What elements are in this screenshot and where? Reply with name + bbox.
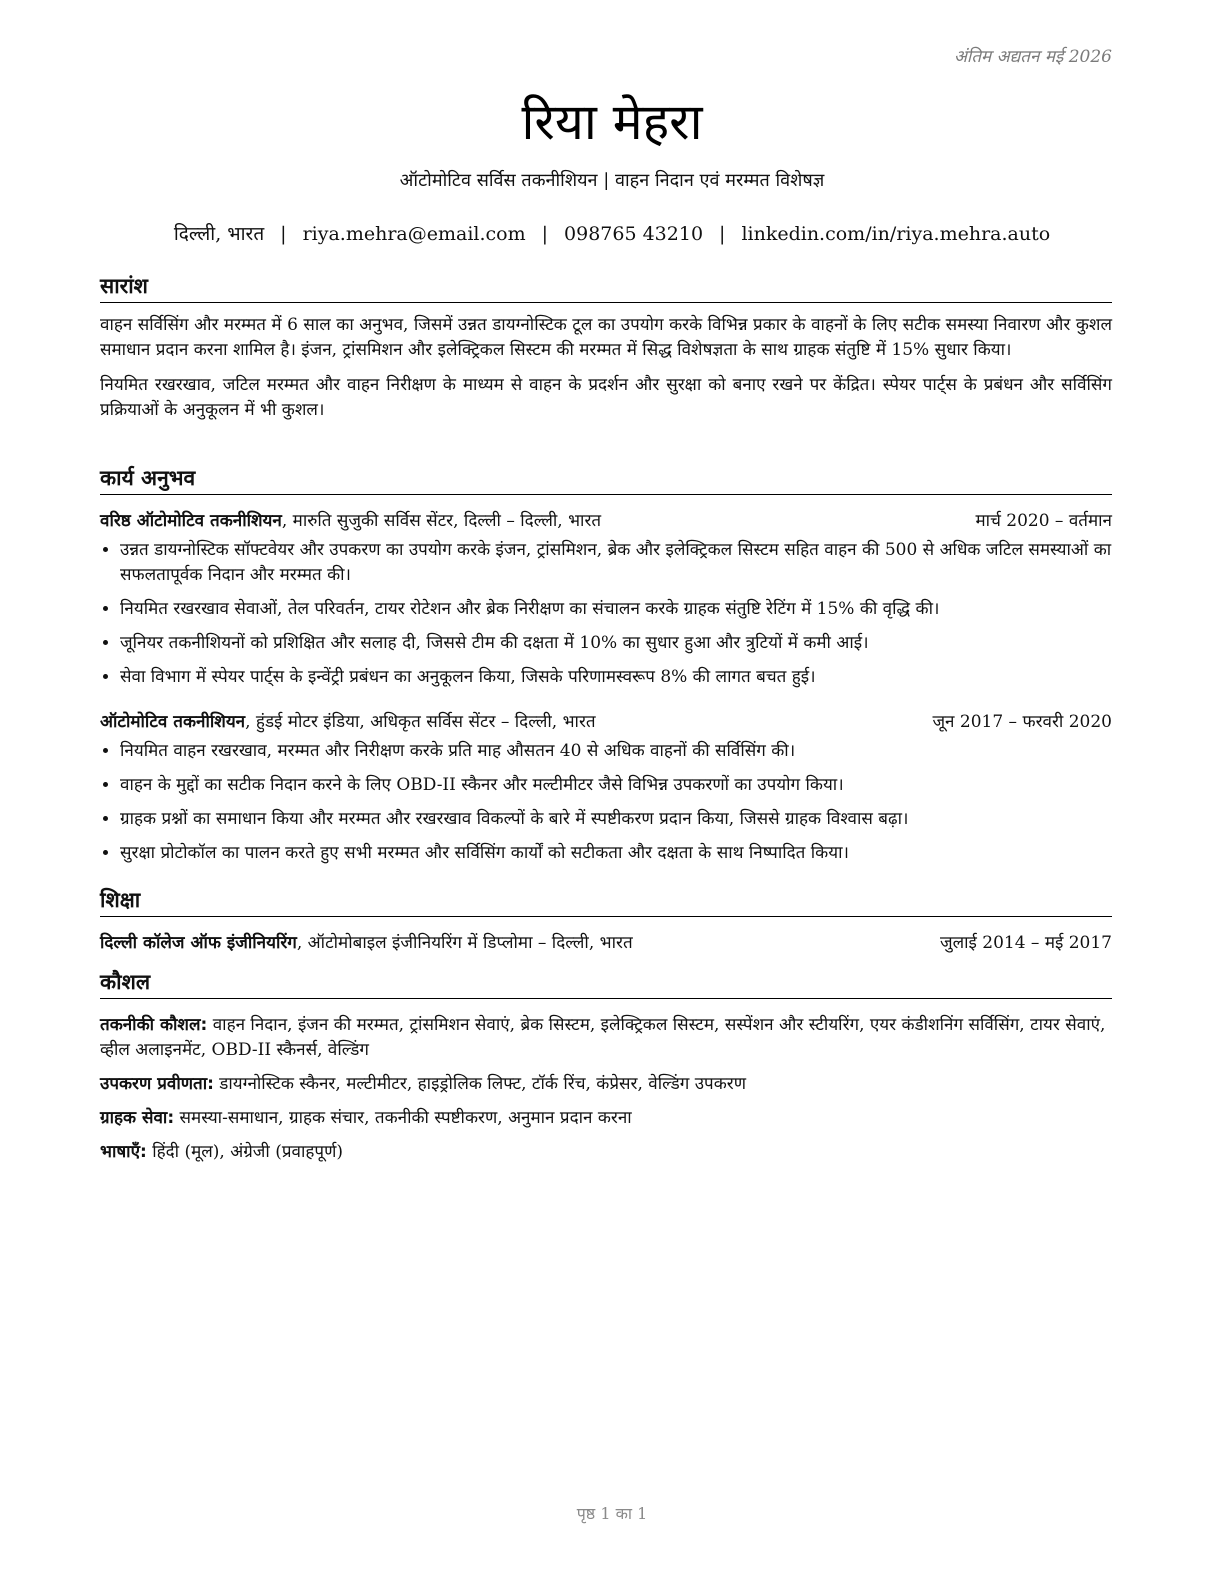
job-header bbox=[100, 710, 1112, 735]
candidate-name: रिया मेहरा bbox=[521, 93, 703, 151]
contact-separator: | bbox=[541, 223, 549, 245]
skill-label: भाषाएँ: bbox=[100, 1142, 147, 1162]
contact-phone: 098765 43210 bbox=[564, 223, 704, 245]
education-dates: जुलाई 2014 – मई 2017 bbox=[939, 933, 1112, 953]
skill-label: ग्राहक सेवा: bbox=[100, 1108, 175, 1128]
skill-line bbox=[100, 1106, 1112, 1131]
skill-line bbox=[100, 1072, 1112, 1097]
section-title-skills: कौशल bbox=[100, 968, 1112, 999]
experience-section bbox=[100, 464, 1112, 875]
contact-location: दिल्ली, भारत bbox=[173, 223, 265, 245]
job-bullets bbox=[100, 538, 1112, 690]
job-entry bbox=[100, 509, 1112, 690]
contact-email[interactable]: riya.mehra@email.com bbox=[302, 223, 526, 245]
job-org: , मारुति सुजुकी सर्विस सेंटर, दिल्ली – दिल्ली, भारत bbox=[281, 511, 602, 531]
bullet-item: • जूनियर तकनीशियनों को प्रशिक्षित और सलाह दी, जिससे टीम की दक्षता में 10% का सुधार हुआ और त्रुटियों में कमी आई। bbox=[120, 631, 1112, 656]
job-dates: जून 2017 – फरवरी 2020 bbox=[932, 712, 1112, 732]
education-entry bbox=[100, 931, 1112, 956]
summary-section bbox=[100, 272, 1112, 423]
job-role: ऑटोमोटिव तकनीशियन bbox=[100, 712, 246, 732]
bullet-item: • उन्नत डायग्नोस्टिक सॉफ्टवेयर और उपकरण का उपयोग करके इंजन, ट्रांसमिशन, ब्रेक और इलेक्ट्रिकल सिस्टम सहित वाहन की 500 से अधिक जटिल समस्याओं का सफलतापूर्वक निदान और मरम्मत की। bbox=[120, 538, 1112, 588]
skill-label: उपकरण प्रवीणता: bbox=[100, 1074, 214, 1094]
summary-paragraph: नियमित रखरखाव, जटिल मरम्मत और वाहन निरीक्षण के माध्यम से वाहन के प्रदर्शन और सुरक्षा को बनाए रखने पर केंद्रित। स्पेयर पार्ट्स के प्रबंधन और सर्विसिंग प्रक्रियाओं के अनुकूलन में भी कुशल। bbox=[100, 375, 1112, 420]
skill-line bbox=[100, 1013, 1112, 1063]
job-header bbox=[100, 509, 1112, 534]
education-detail: , ऑटोमोबाइल इंजीनियरिंग में डिप्लोमा – दिल्ली, भारत bbox=[296, 933, 633, 953]
skill-value: समस्या-समाधान, ग्राहक संचार, तकनीकी स्पष्टीकरण, अनुमान प्रदान करना bbox=[174, 1108, 632, 1128]
contact-separator: | bbox=[719, 223, 726, 245]
bullet-item: • ग्राहक प्रश्नों का समाधान किया और मरम्मत और रखरखाव विकल्पों के बारे में स्पष्टीकरण प्रदान किया, जिससे ग्राहक विश्वास बढ़ा। bbox=[120, 807, 1112, 832]
skill-value: हिंदी (मूल), अंग्रेजी (प्रवाहपूर्ण) bbox=[146, 1142, 343, 1162]
education-school: दिल्ली कॉलेज ऑफ इंजीनियरिंग bbox=[100, 933, 297, 953]
section-title-education: शिक्षा bbox=[100, 886, 1112, 917]
job-dates: मार्च 2020 – वर्तमान bbox=[975, 511, 1112, 531]
skill-line bbox=[100, 1140, 1112, 1165]
tagline: ऑटोमोटिव सर्विस तकनीशियन | वाहन निदान एवं मरम्मत विशेषज्ञ bbox=[399, 170, 825, 191]
bullet-item: • नियमित रखरखाव सेवाओं, तेल परिवर्तन, टायर रोटेशन और ब्रेक निरीक्षण का संचालन करके ग्राहक संतुष्टि रेटिंग में 15% की वृद्धि की। bbox=[120, 597, 1112, 622]
contact-line bbox=[0, 220, 1224, 246]
skills-section bbox=[100, 968, 1112, 1165]
contact-separator: | bbox=[280, 223, 287, 245]
job-entry bbox=[100, 710, 1112, 866]
summary-paragraph: वाहन सर्विसिंग और मरम्मत में 6 साल का अनुभव, जिसमें उन्नत डायग्नोस्टिक टूल का उपयोग करके विभिन्न प्रकार के वाहनों के लिए सटीक समस्या निवारण और कुशल समाधान प्रदान करना शामिल है। इंजन, ट्रांसमिशन और इलेक्ट्रिकल सिस्टम की मरम्मत में सिद्ध विशेषज्ञता के साथ ग्राहक संतुष्टि में 15% सुधार किया। bbox=[100, 315, 1112, 360]
contact-linkedin[interactable]: linkedin.com/in/riya.mehra.auto bbox=[741, 223, 1051, 245]
bullet-item: • सेवा विभाग में स्पेयर पार्ट्स के इन्वेंट्री प्रबंधन का अनुकूलन किया, जिसके परिणामस्वरूप 8% की लागत बचत हुई। bbox=[120, 665, 1112, 690]
bullet-item: • नियमित वाहन रखरखाव, मरम्मत और निरीक्षण करके प्रति माह औसतन 40 से अधिक वाहनों की सर्विसिंग की। bbox=[120, 739, 1112, 764]
education-section bbox=[100, 886, 1112, 956]
job-bullets bbox=[100, 739, 1112, 866]
page-number: पृष्ठ 1 का 1 bbox=[576, 1504, 648, 1523]
skill-label: तकनीकी कौशल: bbox=[100, 1015, 208, 1035]
section-title-experience: कार्य अनुभव bbox=[100, 464, 1112, 495]
bullet-item: • सुरक्षा प्रोटोकॉल का पालन करते हुए सभी मरम्मत और सर्विसिंग कार्यों को सटीकता और दक्षता के साथ निष्पादित किया। bbox=[120, 841, 1112, 866]
last-updated: अंतिम अद्यतन मई 2026 bbox=[953, 47, 1112, 67]
skill-value: वाहन निदान, इंजन की मरम्मत, ट्रांसमिशन सेवाएं, ब्रेक सिस्टम, इलेक्ट्रिकल सिस्टम, सस्पेंशन और स्टीयरिंग, एयर कंडीशनिंग सर्विसिंग, टायर सेवाएं, व्हील अलाइनमेंट, OBD-II स्कैनर्स, वेल्डिंग bbox=[100, 1015, 1106, 1060]
section-title-summary: सारांश bbox=[100, 272, 1112, 303]
skill-value: डायग्नोस्टिक स्कैनर, मल्टीमीटर, हाइड्रोलिक लिफ्ट, टॉर्क रिंच, कंप्रेसर, वेल्डिंग उपकरण bbox=[213, 1074, 746, 1094]
job-role: वरिष्ठ ऑटोमोटिव तकनीशियन bbox=[100, 511, 282, 531]
job-org: , हुंडई मोटर इंडिया, अधिकृत सर्विस सेंटर – दिल्ली, भारत bbox=[245, 712, 596, 732]
bullet-item: • वाहन के मुद्दों का सटीक निदान करने के लिए OBD-II स्कैनर और मल्टीमीटर जैसे विभिन्न उपकरणों का उपयोग किया। bbox=[120, 773, 1112, 798]
